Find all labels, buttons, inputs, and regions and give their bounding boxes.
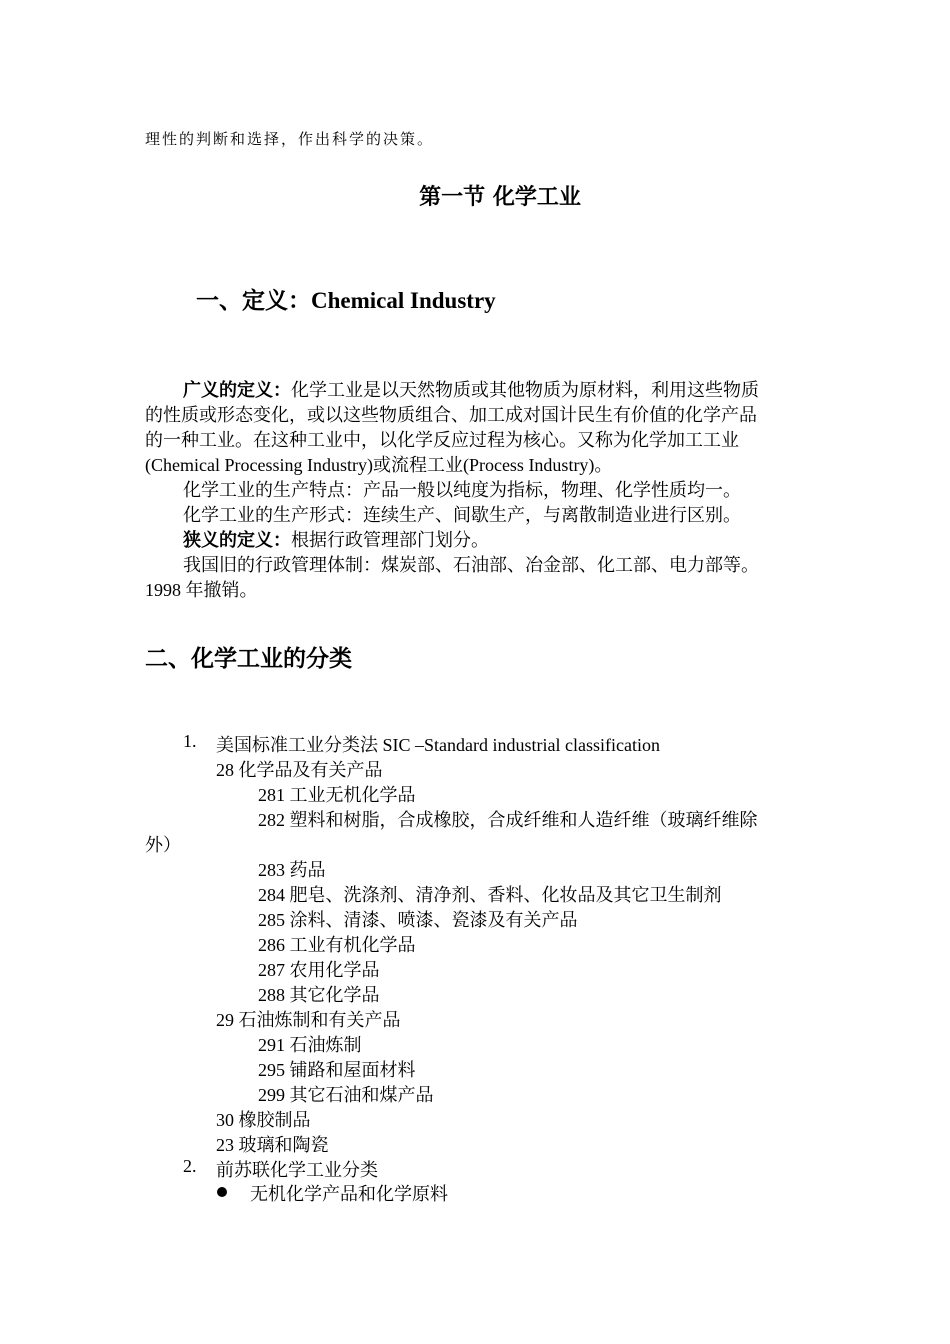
production-feature: 化学工业的生产特点：产品一般以纯度为指标，物理、化学性质均一。 bbox=[183, 480, 741, 500]
category-284: 284 肥皂、洗涤剂、清净剂、香料、化妆品及其它卫生制剂 bbox=[258, 885, 722, 905]
category-23: 23 玻璃和陶瓷 bbox=[216, 1135, 329, 1155]
narrow-definition-text: 根据行政管理部门划分。 bbox=[291, 530, 489, 550]
broad-definition-line-3: 的一种工业。在这种工业中，以化学反应过程为核心。又称为化学加工工业 bbox=[145, 430, 739, 450]
category-29: 29 石油炼制和有关产品 bbox=[216, 1010, 401, 1030]
narrow-definition-label: 狭义的定义： bbox=[183, 530, 291, 550]
section-title: 第一节 化学工业 bbox=[419, 185, 581, 210]
old-system-line-2: 1998 年撤销。 bbox=[145, 580, 258, 600]
narrow-definition bbox=[183, 526, 489, 552]
intro-line: 理性的判断和选择，作出科学的决策。 bbox=[145, 132, 435, 148]
category-28: 28 化学品及有关产品 bbox=[216, 760, 383, 780]
category-281: 281 工业无机化学品 bbox=[258, 785, 416, 805]
category-287: 287 农用化学品 bbox=[258, 960, 380, 980]
list-item-2-text: 前苏联化学工业分类 bbox=[216, 1160, 378, 1180]
category-30: 30 橡胶制品 bbox=[216, 1110, 311, 1130]
heading-definition: 一、定义：Chemical Industry bbox=[196, 288, 496, 313]
heading-classification: 二、化学工业的分类 bbox=[145, 646, 352, 671]
broad-definition-line-1 bbox=[183, 376, 759, 402]
category-299: 299 其它石油和煤产品 bbox=[258, 1085, 434, 1105]
list-item-2-number: 2. bbox=[183, 1156, 197, 1176]
category-282-continued: 外） bbox=[145, 835, 181, 855]
list-item-1-number: 1. bbox=[183, 731, 197, 751]
bullet-item-inorganic: 无机化学产品和化学原料 bbox=[250, 1184, 448, 1204]
category-283: 283 药品 bbox=[258, 860, 326, 880]
category-282: 282 塑料和树脂，合成橡胶，合成纤维和人造纤维（玻璃纤维除 bbox=[258, 810, 758, 830]
broad-definition-line-2: 的性质或形态变化，或以这些物质组合、加工成对国计民生有价值的化学产品 bbox=[145, 405, 757, 425]
broad-definition-line-4: (Chemical Processing Industry)或流程工业(Process Industry)。 bbox=[145, 455, 613, 475]
category-286: 286 工业有机化学品 bbox=[258, 935, 416, 955]
old-system-line-1: 我国旧的行政管理体制：煤炭部、石油部、冶金部、化工部、电力部等。 bbox=[183, 555, 759, 575]
bullet-icon bbox=[217, 1184, 227, 1202]
category-285: 285 涂料、清漆、喷漆、瓷漆及有关产品 bbox=[258, 910, 578, 930]
category-295: 295 铺路和屋面材料 bbox=[258, 1060, 416, 1080]
broad-definition-label: 广义的定义： bbox=[183, 380, 291, 400]
list-item-1-text: 美国标准工业分类法 SIC –Standard industrial classification bbox=[216, 735, 660, 755]
broad-definition-text: 化学工业是以天然物质或其他物质为原材料，利用这些物质 bbox=[291, 380, 759, 400]
category-288: 288 其它化学品 bbox=[258, 985, 380, 1005]
category-291: 291 石油炼制 bbox=[258, 1035, 362, 1055]
production-form: 化学工业的生产形式：连续生产、间歇生产，与离散制造业进行区别。 bbox=[183, 505, 741, 525]
